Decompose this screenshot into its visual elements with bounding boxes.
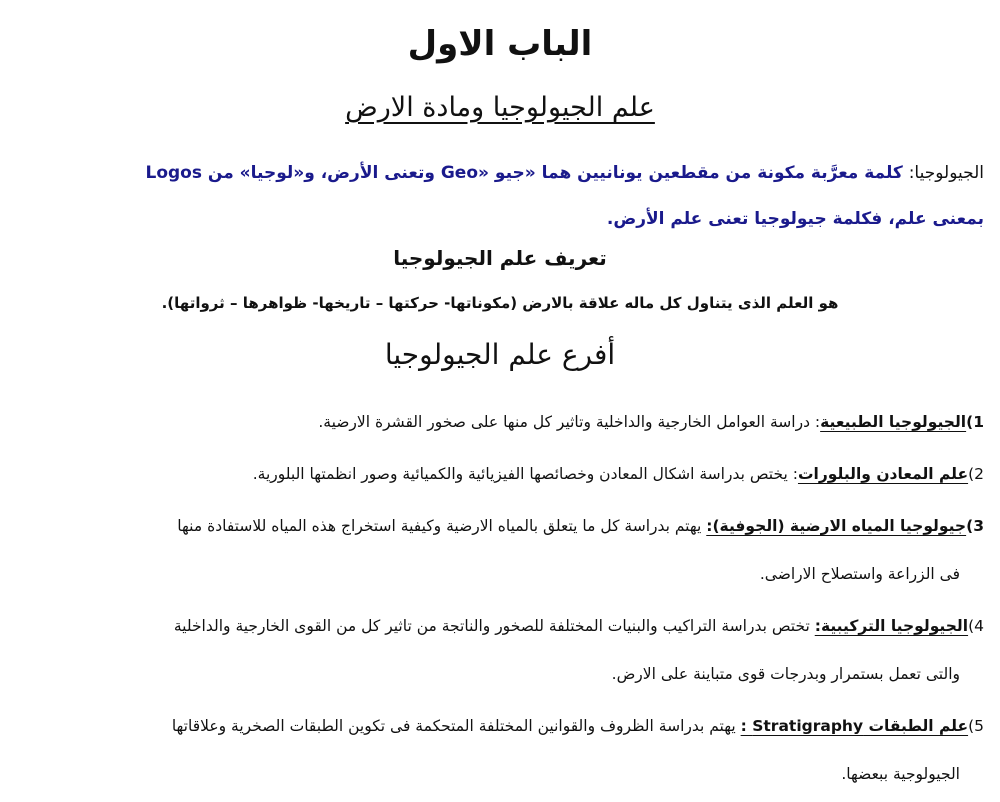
branch-name: الجيولوجيا الطبيعية <box>820 413 967 431</box>
branch-name: علم المعادن والبلورات <box>797 465 969 483</box>
branch-description: دراسة العوامل الخارجية والداخلية وتاثير كل منها على صخور القشرة الارضية. <box>318 413 810 431</box>
subtitle-text: علم الجيولوجيا ومادة الارض <box>345 92 655 123</box>
intro-paragraph <box>24 150 984 242</box>
branch-item <box>24 602 984 698</box>
intro-text-line2: بمعنى علم، فكلمة جيولوجيا تعنى علم الأرض. <box>606 209 984 229</box>
branch-number: 3) <box>966 517 984 535</box>
branch-number: 5) <box>968 717 984 735</box>
branch-name: جيولوجيا المياه الارضية (الجوفية): <box>706 517 967 535</box>
branch-number: 2) <box>968 465 984 483</box>
branch-continuation: فى الزراعة واستصلاح الاراضى. <box>759 565 960 583</box>
branches-list <box>24 398 984 802</box>
subtitle <box>0 92 1000 123</box>
branch-separator: : <box>809 413 821 431</box>
branch-number: 1) <box>966 413 984 431</box>
branch-description: يهتم بدراسة الظروف والقوانين المختلفة المتحكمة فى تكوين الطبقات الصخرية وعلاقاتها <box>171 717 736 735</box>
branch-continuation: والتى تعمل بستمرار وبدرجات قوى متباينة على الارض. <box>611 665 960 683</box>
branch-number: 4) <box>968 617 984 635</box>
intro-term: الجيولوجيا: <box>908 163 984 183</box>
definition-heading: تعريف علم الجيولوجيا <box>393 246 607 270</box>
intro-text-line1: كلمة معرَّبة مكونة من مقطعين يونانيين هما «جيو «Geo وتعنى الأرض، و«لوجيا» من Logos <box>145 163 909 183</box>
chapter-title: الباب الاول <box>407 24 593 64</box>
branches-heading: أفرع علم الجيولوجيا <box>384 338 616 371</box>
branch-item <box>24 502 984 598</box>
branch-description: يختص بدراسة اشكال المعادن وخصائصها الفيزيائية والكميائية وصور انظمتها البلورية. <box>252 465 788 483</box>
branch-name: الجيولوجيا التركيبية: <box>814 617 969 635</box>
branch-item <box>24 450 984 498</box>
definition-text: هو العلم الذى يتناول كل ماله علاقة بالارض (مكوناتها- حركتها – تاريخها- ظواهرها – ثرواتها). <box>161 294 839 312</box>
branch-description: تختص بدراسة التراكيب والبنيات المختلفة للصخور والناتجة من تاثير كل من القوى الخارجية والداخلية <box>173 617 810 635</box>
branch-name: علم الطبقات Stratigraphy : <box>740 717 969 735</box>
branch-item <box>24 398 984 446</box>
branch-description: يهتم بدراسة كل ما يتعلق بالمياه الارضية وكيفية استخراج هذه المياه للاستفادة منها <box>177 517 702 535</box>
branch-continuation: الجيولوجية ببعضها. <box>841 765 960 783</box>
branch-separator: : <box>787 465 798 483</box>
branch-item <box>24 702 984 798</box>
